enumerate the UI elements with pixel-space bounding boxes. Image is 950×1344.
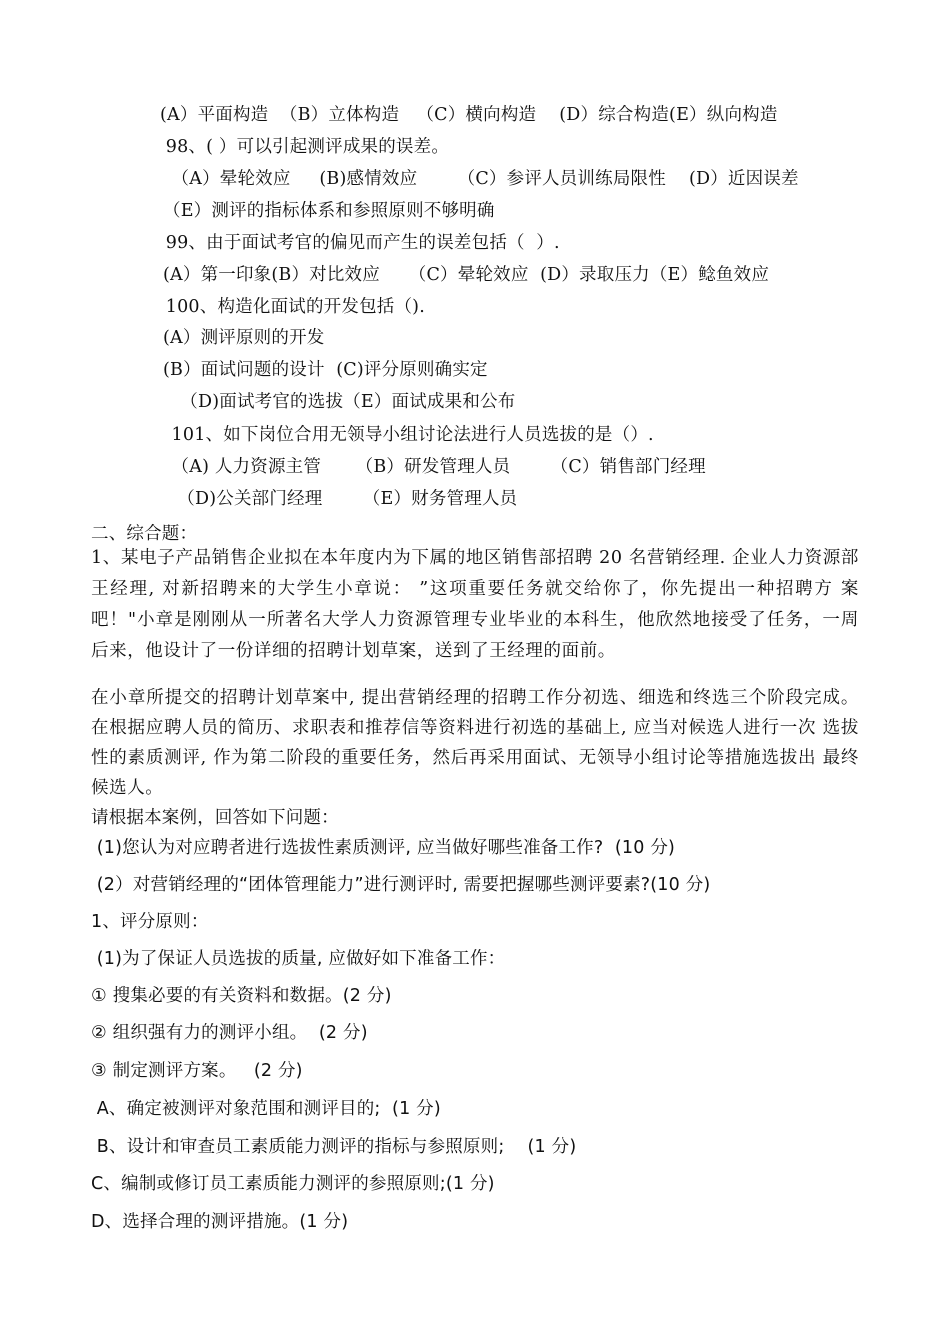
- answer-sub-a: A、确定被测评对象范围和测评目的; (1 分): [91, 1099, 441, 1119]
- answer-sub-c: C、编制或修订员工素质能力测评的参照原则;(1 分): [91, 1174, 495, 1194]
- answer-sub-d: D、选择合理的测评措施。(1 分): [91, 1212, 349, 1232]
- question-1: (1)您认为对应聘者进行选拔性素质测评, 应当做好哪些准备工作? (10 分): [91, 838, 676, 858]
- q100-option-d-e: （D)面试考官的选拔（E）面试成果和公布: [163, 392, 516, 412]
- prompt-line: 请根据本案例，回答如下问题：: [91, 808, 339, 828]
- answer-item-1: ① 搜集必要的有关资料和数据。(2 分): [91, 986, 392, 1006]
- q101-options-d-e: （D)公关部门经理 （E）财务管理人员: [160, 489, 518, 509]
- q98-stem: 98、( ）可以引起测评成果的误差。: [160, 137, 450, 157]
- q100-option-a: (A）测评原则的开发: [163, 328, 325, 348]
- q98-option-e: （E）测评的指标体系和参照原则不够明确: [163, 201, 495, 221]
- answer-item-2: ② 组织强有力的测评小组。 (2 分): [91, 1023, 368, 1043]
- answer-item-3: ③ 制定测评方案。 (2 分): [91, 1061, 303, 1081]
- q98-options-a-d: （A）晕轮效应 (B)感情效应 （C）参评人员训练局限性 (D）近因误差: [160, 169, 799, 189]
- q101-options-a-c: （A) 人力资源主管 （B）研发管理人员 （C）销售部门经理: [160, 457, 706, 477]
- answer-sub-b: B、设计和审查员工素质能力测评的指标与参照原则; (1 分): [91, 1137, 577, 1157]
- q100-stem: 100、构造化面试的开发包括（).: [160, 297, 425, 317]
- q100-option-b-c: (B）面试问题的设计 (C)评分原则确实定: [163, 360, 488, 380]
- answer-1-intro: (1)为了保证人员选拔的质量, 应做好如下准备工作：: [91, 949, 506, 969]
- case-paragraph-1: 1、某电子产品销售企业拟在本年度内为下属的地区销售部招聘 20 名营销经理. 企业人力资源部王经理, 对新招聘来的大学生小章说： ”这项重要任务就交给你了，你先提出一种招聘方 案吧！"小章是刚刚从一所著名大学人力资源管理专业毕业的本科生，他欣然地接受了任务，一周 后来，他设计了一份详细的招聘计划草案，送到了王经理的面前。: [91, 548, 859, 661]
- case-paragraph-2: 在小章所提交的招聘计划草案中, 提出营销经理的招聘工作分初选、细选和终选三个阶段完成。在根据应聘人员的简历、求职表和推荐信等资料进行初选的基础上, 应当对候选人进行一次 选拔性的素质测评, 作为第二阶段的重要任务，然后再采用面试、无领导小组讨论等措施选拔出 最终候选人。: [91, 688, 859, 798]
- question-2: (2）对营销经理的“团体管理能力”进行测评时, 需要把握哪些测评要素?(10 分): [91, 875, 711, 895]
- section-heading: 二、综合题：: [91, 524, 198, 544]
- q99-stem: 99、由于面试考官的偏见而产生的误差包括（ ）.: [160, 233, 560, 253]
- q97-options: (A）平面构造 （B）立体构造 （C）横向构造 (D）综合构造(E）纵向构造: [160, 105, 778, 125]
- q101-stem: 101、如下岗位合用无领导小组讨论法进行人员选拔的是（）.: [160, 425, 654, 445]
- scoring-heading: 1、评分原则：: [91, 912, 209, 932]
- q99-options: (A）第一印象(B）对比效应 （C）晕轮效应 (D）录取压力（E）鲶鱼效应: [163, 265, 770, 285]
